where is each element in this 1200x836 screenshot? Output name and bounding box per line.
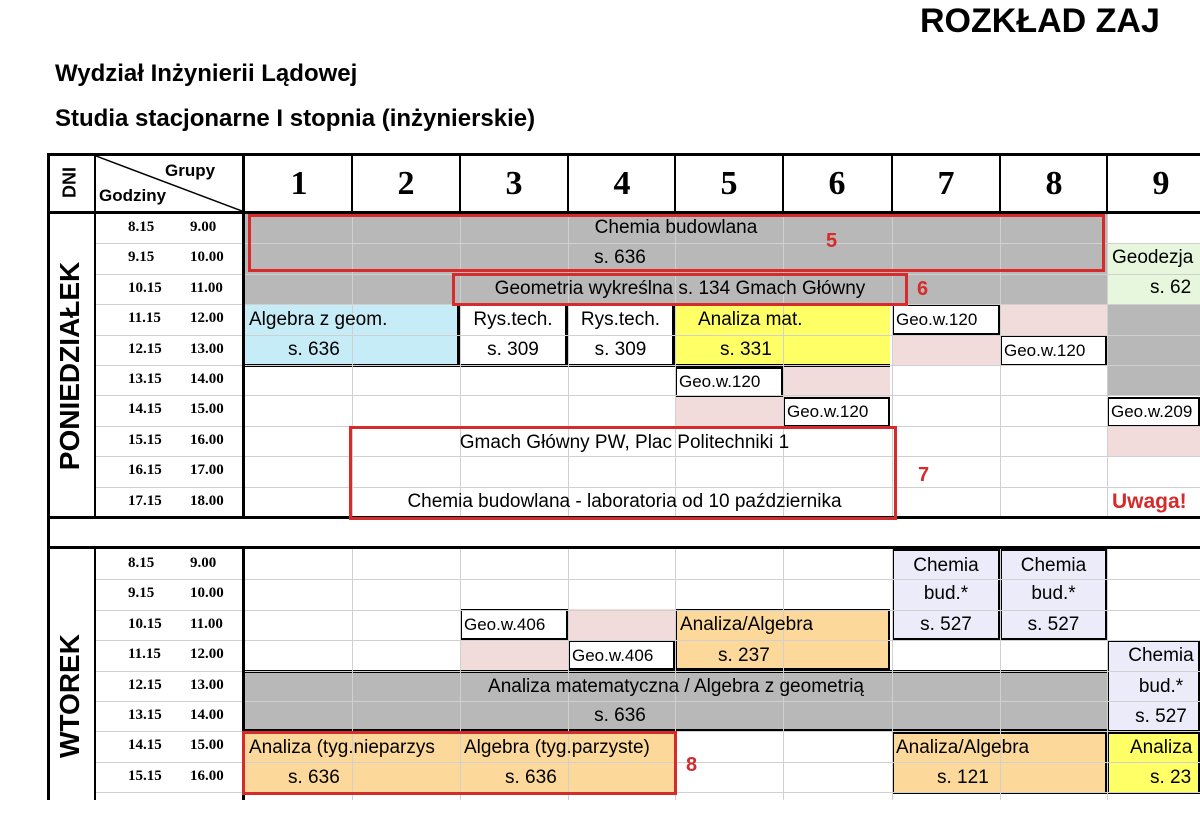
an12-title: Analiza (tyg.nieparzys — [249, 737, 435, 758]
monday-time-end: 13.00 — [190, 341, 224, 357]
grid-line — [96, 395, 1200, 396]
tuesday-time-end: 9.00 — [190, 555, 217, 571]
monday-time-start: 13.15 — [128, 371, 162, 387]
analiza-title: Analiza mat. — [698, 309, 803, 330]
monday-time-start: 15.15 — [128, 432, 162, 448]
lab-text: Chemia budowlana - laboratoria od 10 października — [407, 491, 842, 512]
rys4-title: Rys.tech. — [580, 309, 661, 330]
group-number-2: 2 — [397, 165, 415, 202]
monday-time-start: 16.15 — [128, 462, 162, 478]
day-tuesday: WTOREK — [54, 634, 85, 758]
chem8-a: Chemia — [1020, 555, 1087, 576]
godziny-label: Godziny — [99, 186, 167, 205]
block-geo3-b — [460, 640, 568, 670]
group-number-3: 3 — [505, 165, 523, 202]
grid-line — [1107, 213, 1108, 517]
monday-time-start: 14.15 — [128, 401, 162, 417]
group-number-1: 1 — [290, 165, 308, 202]
an9-room: s. 23 — [1150, 767, 1192, 788]
group-number-4: 4 — [613, 165, 631, 202]
chem8-b: bud.* — [1031, 583, 1076, 604]
an12-room: s. 636 — [288, 767, 340, 788]
block-geo4-a — [568, 609, 675, 640]
an78-title: Analiza/Algebra — [896, 737, 1030, 758]
day-monday: PONIEDZIAŁEK — [54, 261, 85, 471]
tuesday-time-end: 12.00 — [190, 646, 224, 662]
monday-time-end: 10.00 — [190, 249, 224, 265]
group-number-5: 5 — [720, 165, 738, 202]
dni-header — [52, 167, 92, 200]
analiza-room: s. 331 — [720, 339, 772, 360]
geometria-text: Geometria wykreślna s. 134 Gmach Główny — [494, 278, 866, 299]
monday-time-end: 14.00 — [190, 371, 224, 387]
annotation-box-5 — [248, 214, 1105, 272]
algebra-room: s. 636 — [288, 339, 340, 360]
group-number-8: 8 — [1045, 165, 1063, 202]
an78-room: s. 121 — [937, 767, 989, 788]
al34-room: s. 636 — [505, 767, 557, 788]
group-number-7: 7 — [937, 165, 955, 202]
analiza5-room: s. 237 — [718, 645, 770, 666]
dni-col-border-2 — [94, 546, 96, 800]
chem9-room: s. 527 — [1135, 706, 1187, 727]
monday-time-start: 12.15 — [128, 341, 162, 357]
annotation-number-5: 5 — [826, 230, 838, 252]
geo6-label: Geo.w.120 — [787, 402, 869, 421]
uwaga-text: Uwaga! — [1112, 490, 1187, 513]
chemia-title: Chemia budowlana — [594, 217, 758, 238]
tuesday-time-end: 16.00 — [190, 768, 224, 784]
geo9-label: Geo.w.209 — [1111, 402, 1193, 421]
analiza-all-title: Analiza matematyczna / Algebra z geometrią — [488, 676, 864, 697]
algebra-title: Algebra z geom. — [249, 309, 388, 330]
annotation-number-6: 6 — [917, 278, 929, 300]
tuesday-top-border — [47, 546, 1200, 549]
tuesday-time-start: 10.15 — [128, 616, 162, 632]
tuesday-time-start: 12.15 — [128, 677, 162, 693]
monday-time-end: 12.00 — [190, 310, 224, 326]
tuesday-time-start: 11.15 — [128, 646, 161, 662]
block-geo5-b — [675, 397, 783, 427]
tuesday-time-start: 13.15 — [128, 707, 162, 723]
tuesday-time-start: 15.15 — [128, 768, 162, 784]
tuesday-time-start: 14.15 — [128, 737, 162, 753]
monday-time-end: 16.00 — [190, 432, 224, 448]
faculty-name: Wydział Inżynierii Lądowej — [55, 60, 358, 87]
chem7-room: s. 527 — [920, 614, 972, 635]
geodezja-room: s. 62 — [1150, 277, 1192, 298]
monday-time-start: 9.15 — [128, 249, 155, 265]
tuesday-time-end: 13.00 — [190, 677, 224, 693]
chem7-b: bud.* — [923, 583, 969, 604]
gmach-text: Gmach Główny PW, Plac Politechniki 1 — [459, 432, 790, 453]
grid-left-border — [47, 153, 50, 800]
page-title: ROZKŁAD ZAJ — [920, 2, 1160, 40]
block-geo8-a — [1000, 304, 1107, 335]
rys3-room: s. 309 — [487, 339, 539, 360]
tuesday-time-start: 8.15 — [128, 555, 155, 571]
geo7-label: Geo.w.120 — [896, 310, 978, 329]
chem8-room: s. 527 — [1027, 614, 1080, 635]
monday-time-end: 17.00 — [190, 462, 224, 478]
monday-time-start: 17.15 — [128, 493, 162, 509]
rys4-room: s. 309 — [594, 339, 647, 360]
group-number-6: 6 — [828, 165, 846, 202]
geo5-label: Geo.w.120 — [679, 372, 761, 391]
tuesday-time-end: 10.00 — [190, 585, 224, 601]
block-geo6-a — [783, 367, 890, 397]
chemia-room: s. 636 — [594, 247, 646, 268]
monday-time-end: 11.00 — [190, 280, 223, 296]
chem7-a: Chemia — [913, 555, 979, 576]
dni-label: DNI — [59, 167, 80, 198]
tuesday-time-start: 9.15 — [128, 585, 155, 601]
geo3-label: Geo.w.406 — [464, 615, 546, 634]
monday-time-end: 9.00 — [190, 219, 217, 235]
analiza5-title: Analiza/Algebra — [680, 614, 814, 635]
grupy-label: Grupy — [165, 161, 216, 180]
studies-name: Studia stacjonarne I stopnia (inżynierskie) — [55, 105, 536, 132]
group-number-9: 9 — [1152, 165, 1170, 202]
monday-time-start: 10.15 — [128, 280, 162, 296]
monday-time-end: 15.00 — [190, 401, 224, 417]
al34-title: Algebra (tyg.parzyste) — [464, 737, 650, 758]
analiza-all-room: s. 636 — [594, 705, 646, 726]
monday-time-end: 18.00 — [190, 493, 224, 509]
annotation-box-6 — [452, 273, 908, 306]
tuesday-time-end: 15.00 — [190, 737, 224, 753]
geo4-label: Geo.w.406 — [572, 646, 654, 665]
block-gray9-a — [1107, 304, 1200, 335]
monday-time-start: 11.15 — [128, 310, 161, 326]
annotation-box-8 — [242, 731, 677, 795]
chem9-b: bud.* — [1138, 676, 1184, 697]
annotation-number-8: 8 — [686, 754, 698, 776]
block-geo7-b — [892, 335, 1000, 366]
tuesday-time-end: 14.00 — [190, 707, 224, 723]
annotation-number-7: 7 — [918, 464, 930, 486]
chem9-a: Chemia — [1128, 645, 1194, 666]
an9-title: Analiza — [1130, 737, 1193, 758]
time-col-border — [242, 153, 245, 516]
geo8-label: Geo.w.120 — [1004, 341, 1086, 360]
tuesday-time-end: 11.00 — [190, 616, 223, 632]
rys3-title: Rys.tech. — [473, 309, 553, 330]
block-geo9-b — [1107, 427, 1200, 457]
geodezja-title: Geodezja — [1112, 247, 1194, 268]
annotation-box-7 — [349, 426, 897, 520]
monday-time-start: 8.15 — [128, 219, 155, 235]
